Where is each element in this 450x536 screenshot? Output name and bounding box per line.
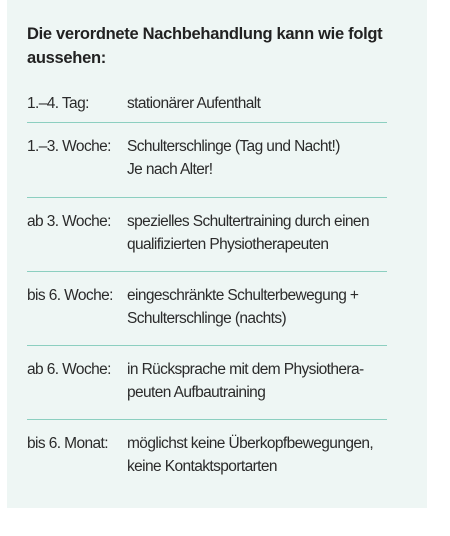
schedule-description — [127, 432, 387, 494]
heading-line-1: Die verordnete Nachbehandlung kann wie folgt — [27, 25, 383, 43]
heading-line-2: aussehen: — [27, 49, 106, 67]
schedule-period: ab 3. Woche: — [27, 213, 111, 230]
schedule-period: 1.–4. Tag: — [27, 95, 89, 112]
heading — [27, 22, 407, 70]
schedule-row — [27, 198, 387, 272]
description-line: in Rücksprache mit dem Physiothera- — [127, 361, 364, 378]
description-line: Schulterschlinge (Tag und Nacht!) — [127, 138, 340, 155]
schedule-row — [27, 86, 387, 123]
description-line: möglichst keine Überkopfbewegungen, — [127, 435, 374, 452]
schedule-description — [127, 92, 387, 122]
schedule-period: bis 6. Woche: — [27, 287, 113, 304]
description-line: keine Kontaktsportarten — [127, 458, 277, 475]
schedule-row — [27, 420, 387, 494]
description-line: peuten Aufbautraining — [127, 384, 266, 401]
description-line: Je nach Alter! — [127, 161, 213, 178]
schedule-description — [127, 210, 387, 271]
schedule-description — [127, 358, 387, 419]
schedule-row — [27, 123, 387, 198]
schedule-row — [27, 346, 387, 420]
info-box — [7, 0, 427, 508]
schedule-period: 1.–3. Woche: — [27, 138, 111, 155]
description-line: stationärer Aufenthalt — [127, 95, 261, 112]
schedule-description — [127, 135, 387, 197]
schedule-list — [27, 86, 387, 494]
schedule-description — [127, 284, 387, 345]
description-line: spezielles Schultertraining durch einen — [127, 213, 369, 230]
description-line: Schulterschlinge (nachts) — [127, 310, 287, 327]
schedule-row — [27, 272, 387, 346]
description-line: eingeschränkte Schulterbewegung + — [127, 287, 359, 304]
description-line: qualifizierten Physiotherapeuten — [127, 236, 329, 253]
schedule-period: bis 6. Monat: — [27, 435, 108, 452]
schedule-period: ab 6. Woche: — [27, 361, 111, 378]
